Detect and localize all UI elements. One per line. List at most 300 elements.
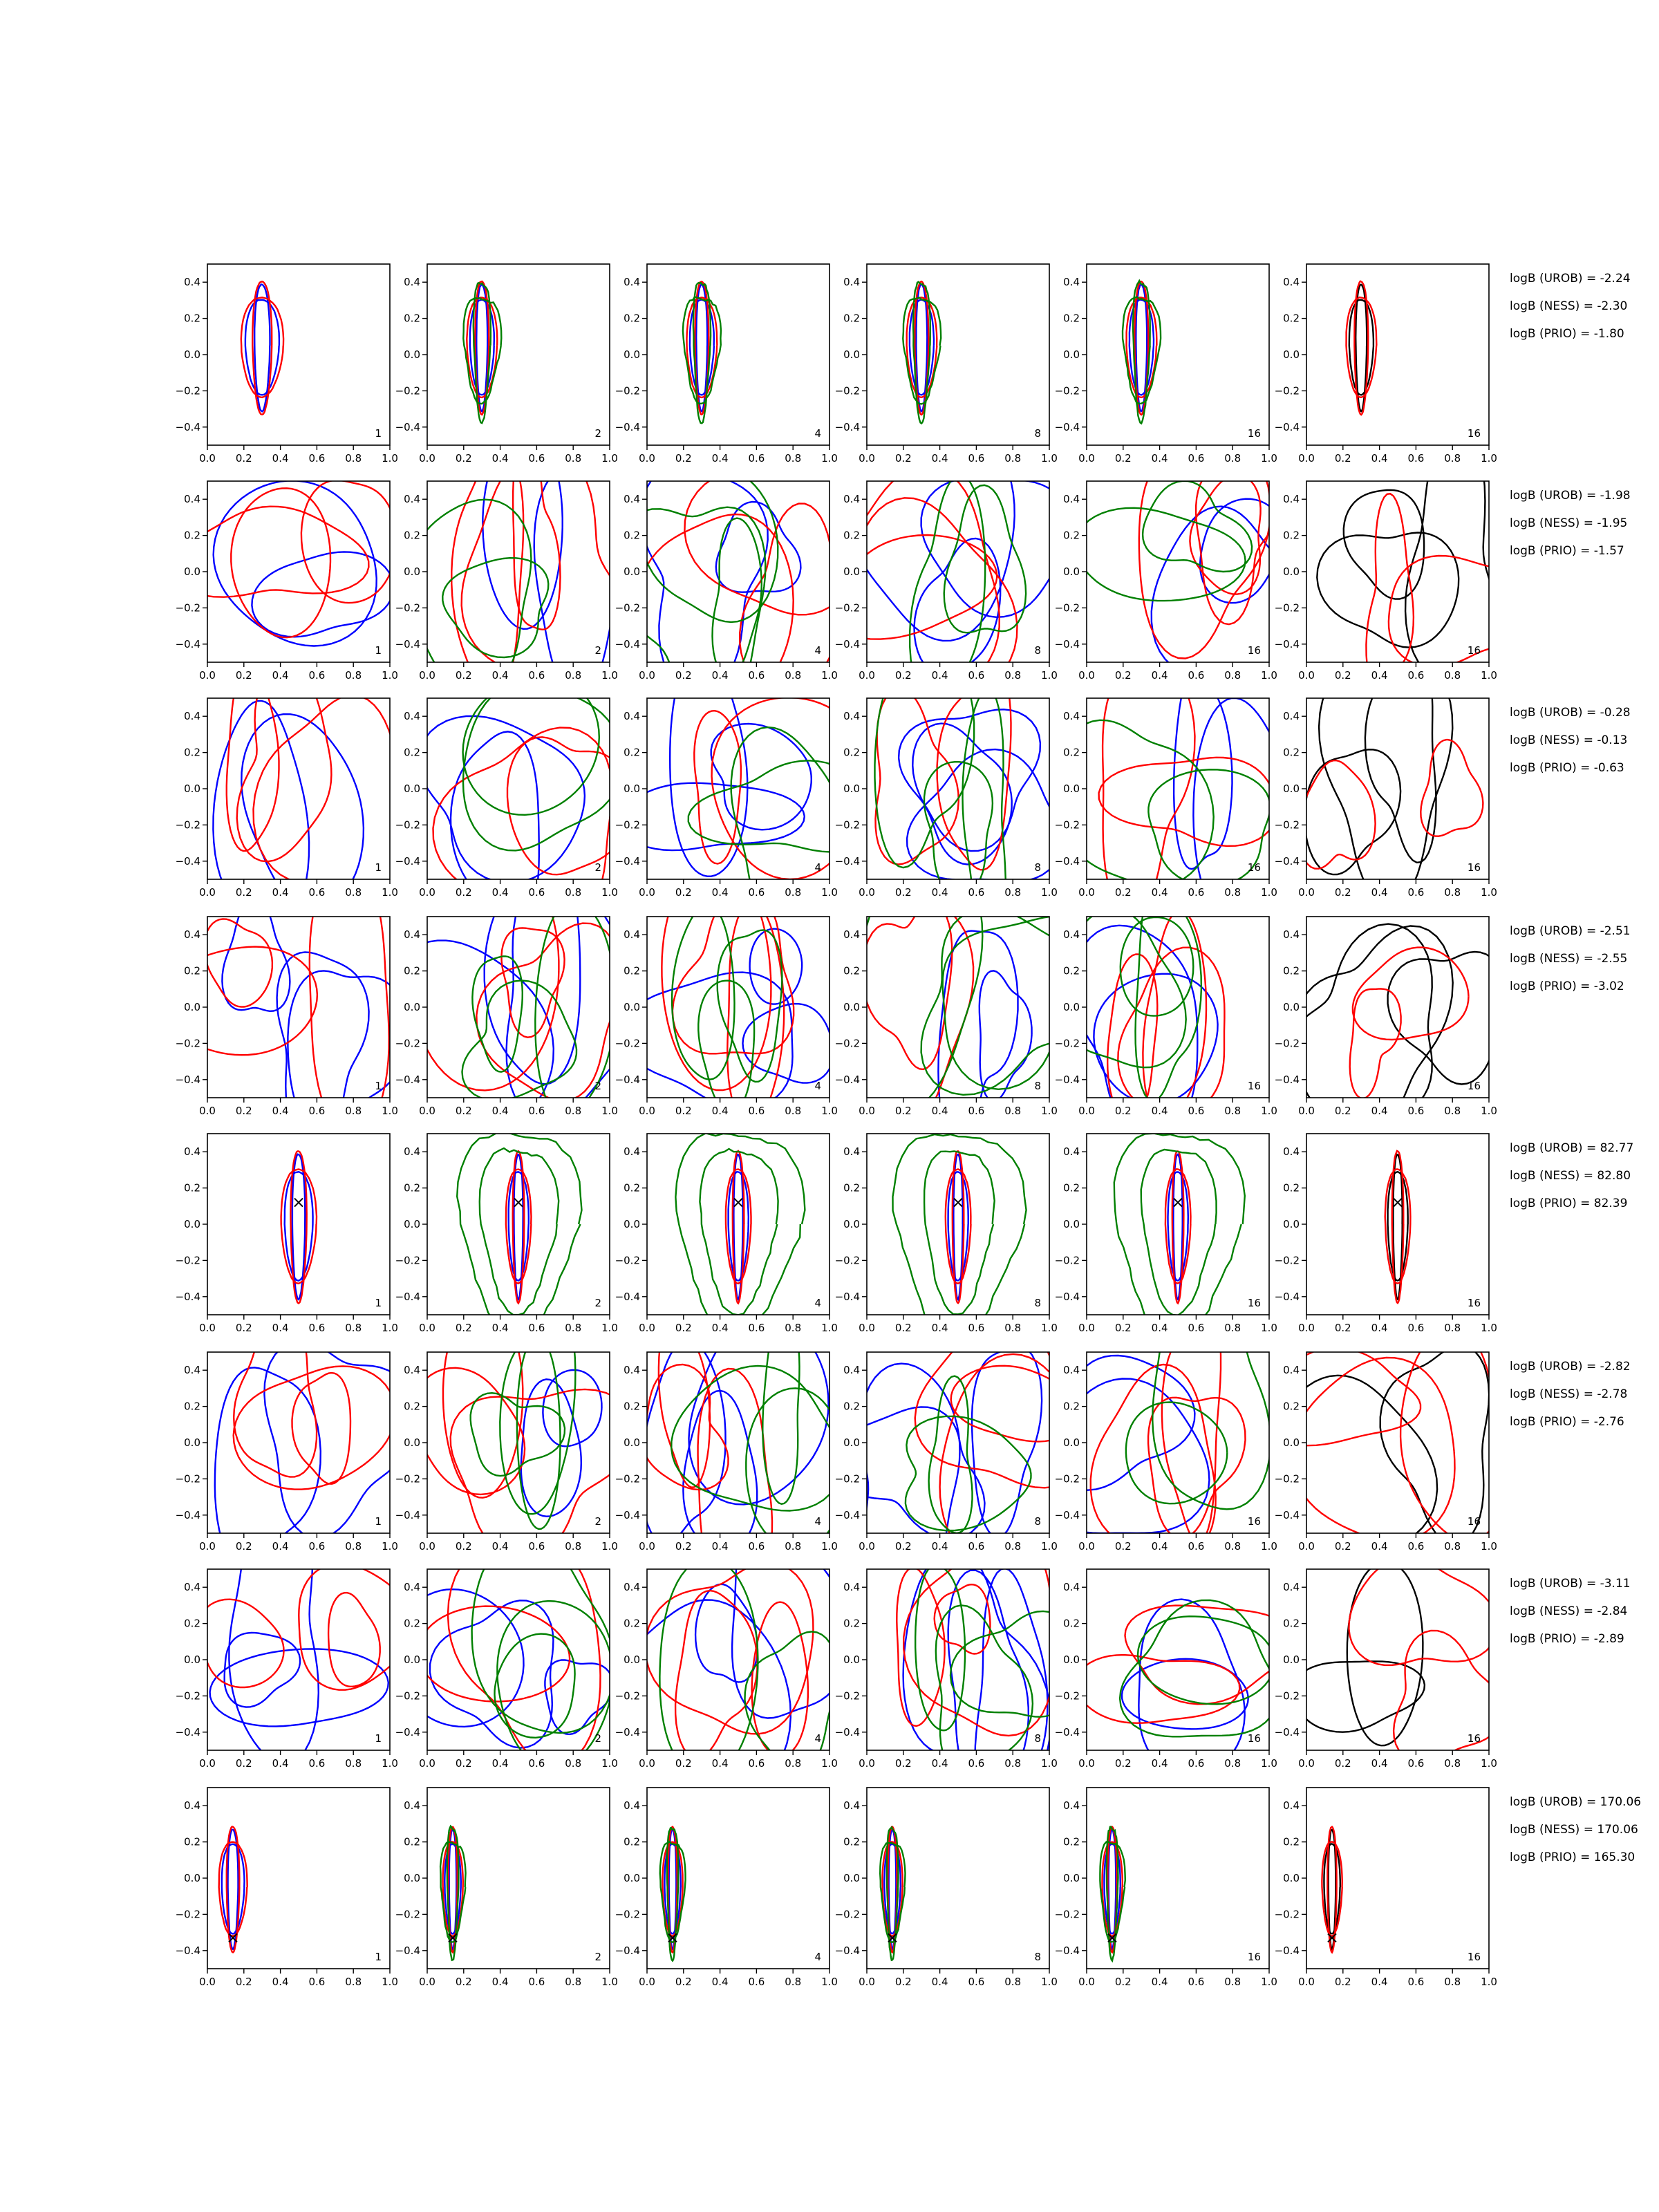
ness-contour [1141, 1150, 1217, 1315]
x-tick-label: 0.2 [235, 1105, 252, 1117]
x-tick-label: 0.0 [859, 1105, 875, 1117]
y-tick-label: 0.2 [624, 529, 640, 542]
y-tick-label: 0.2 [184, 1181, 200, 1194]
logb-label: logB (UROB) = -2.82 [1510, 1360, 1631, 1374]
y-tick-label: 0.0 [404, 565, 420, 578]
y-tick-label: 0.4 [1283, 493, 1300, 506]
y-tick-label: 0.0 [404, 1001, 420, 1013]
x-tick-label: 0.4 [491, 1540, 509, 1553]
x-tick-label: 0.8 [1224, 452, 1241, 465]
x-tick-label: 0.2 [894, 1322, 912, 1334]
logb-label: logB (UROB) = 82.77 [1510, 1141, 1634, 1155]
x-tick-label: 1.0 [382, 1540, 398, 1553]
x-tick-label: 0.6 [1407, 1976, 1425, 1988]
ness-contour [442, 558, 548, 657]
y-tick-label: −0.2 [1054, 384, 1080, 397]
panel-label: 1 [375, 1515, 382, 1528]
x-tick-label: 0.2 [455, 669, 472, 682]
x-tick-label: 0.4 [491, 1976, 509, 1988]
x-tick-label: 0.4 [711, 1322, 729, 1334]
x-tick-label: 1.0 [601, 1976, 618, 1988]
ness-contour [963, 689, 1006, 959]
panel-r4-c5 [1055, 879, 1277, 1142]
y-tick-label: −0.4 [395, 637, 420, 650]
y-tick-label: 0.4 [624, 493, 640, 506]
panel-r3-c3 [615, 652, 879, 933]
panel-label: 4 [814, 861, 821, 874]
panel-label: 16 [1247, 1297, 1261, 1309]
x-tick-label: 0.0 [419, 1322, 435, 1334]
urob-contour [229, 1477, 318, 1764]
x-tick-label: 0.0 [1078, 1757, 1095, 1770]
y-tick-label: −0.2 [175, 384, 200, 397]
x-tick-label: 1.0 [1261, 669, 1277, 682]
urob-contour [225, 1633, 300, 1707]
y-tick-label: −0.4 [395, 1944, 420, 1957]
y-tick-label: 0.2 [1283, 312, 1300, 325]
x-tick-label: 0.2 [455, 452, 472, 465]
x-tick-label: 1.0 [1261, 1105, 1277, 1117]
x-tick-label: 0.8 [345, 1976, 362, 1988]
y-tick-label: 0.0 [404, 1653, 420, 1666]
y-tick-label: 0.0 [1283, 1653, 1300, 1666]
panel-label: 1 [375, 1297, 382, 1309]
y-tick-label: −0.4 [175, 1290, 200, 1303]
y-tick-label: 0.4 [624, 1364, 640, 1377]
prio-contour [946, 1169, 971, 1283]
black-contour [1304, 749, 1400, 874]
logb-label: logB (PRIO) = -2.89 [1510, 1632, 1624, 1646]
contour-group [1114, 1134, 1245, 1335]
panel-label: 8 [1034, 861, 1041, 874]
y-tick-label: −0.2 [1274, 818, 1300, 832]
x-tick-label: 0.8 [1224, 1322, 1241, 1334]
x-tick-label: 0.2 [235, 1757, 252, 1770]
y-tick-label: −0.4 [1054, 1073, 1080, 1086]
axes-frame [427, 1134, 610, 1315]
logb-label: logB (NESS) = -1.95 [1510, 516, 1628, 530]
x-tick-label: 0.4 [272, 886, 289, 899]
x-tick-label: 0.6 [308, 1757, 326, 1770]
x-tick-label: 1.0 [821, 452, 838, 465]
panel-r3-c1 [176, 664, 414, 923]
y-tick-label: −0.2 [175, 601, 200, 615]
x-tick-label: 0.4 [491, 1322, 509, 1334]
urob-contour [245, 300, 279, 395]
x-tick-label: 1.0 [1481, 1105, 1497, 1117]
x-tick-label: 0.6 [308, 1540, 326, 1553]
logb-label: logB (UROB) = 170.06 [1510, 1795, 1642, 1809]
y-tick-label: −0.2 [175, 1472, 200, 1485]
x-tick-label: 0.2 [1334, 1976, 1351, 1988]
y-tick-label: 0.0 [184, 565, 200, 578]
y-tick-label: 0.0 [624, 1218, 640, 1230]
x-tick-label: 0.2 [235, 1322, 252, 1334]
x-tick-label: 0.2 [235, 669, 252, 682]
x-tick-label: 0.0 [859, 1322, 875, 1334]
x-tick-label: 0.0 [1078, 452, 1095, 465]
y-tick-label: −0.2 [1274, 1037, 1300, 1050]
x-tick-label: 0.2 [894, 1105, 912, 1117]
x-tick-label: 0.4 [711, 669, 729, 682]
urob-contour [222, 1844, 245, 1934]
x-tick-label: 0.4 [1371, 1540, 1388, 1553]
x-tick-label: 0.4 [711, 1976, 729, 1988]
panel-label: 1 [375, 1732, 382, 1745]
y-tick-label: 0.4 [1283, 928, 1300, 941]
y-tick-label: 0.4 [184, 928, 200, 941]
prio-contour [219, 1842, 247, 1936]
y-tick-label: 0.4 [624, 710, 640, 723]
x-tick-label: 0.8 [1004, 1757, 1022, 1770]
prio-contour [299, 1564, 412, 1690]
contour-group [641, 1307, 845, 1600]
y-tick-label: −0.4 [615, 854, 640, 868]
x-tick-label: 0.4 [272, 1757, 289, 1770]
y-tick-label: −0.4 [1274, 854, 1300, 868]
y-tick-label: 0.0 [1063, 782, 1080, 795]
axes-frame [647, 1352, 830, 1533]
y-tick-label: 0.4 [1063, 928, 1080, 941]
y-tick-label: −0.4 [834, 1725, 860, 1738]
x-tick-label: 0.8 [345, 1757, 362, 1770]
y-tick-label: −0.4 [615, 1725, 640, 1738]
panel-r3-c4 [835, 657, 1061, 959]
urob-contour [975, 1568, 1047, 1828]
panel-r2-c2 [395, 430, 632, 702]
logb-labels-r2 [1510, 489, 1631, 558]
x-tick-label: 1.0 [382, 1976, 398, 1988]
urob-contour [285, 1172, 313, 1281]
x-tick-label: 0.8 [1224, 1105, 1241, 1117]
y-tick-label: −0.2 [395, 1908, 420, 1921]
x-tick-label: 1.0 [1041, 669, 1058, 682]
x-tick-label: 0.8 [345, 669, 362, 682]
prio-contour [727, 902, 784, 1125]
y-tick-label: 0.4 [1063, 1364, 1080, 1377]
panel-r1-c3 [615, 264, 838, 465]
x-tick-label: 0.8 [1004, 1540, 1022, 1553]
x-tick-label: 1.0 [821, 1105, 838, 1117]
prio-contour [476, 924, 620, 1101]
y-tick-label: 0.0 [1063, 1653, 1080, 1666]
y-tick-label: −0.4 [1054, 420, 1080, 433]
axes-frame [867, 264, 1049, 445]
y-tick-label: 0.4 [624, 928, 640, 941]
y-tick-label: −0.4 [175, 1944, 200, 1957]
x-tick-label: 0.8 [1004, 886, 1022, 899]
x-tick-label: 0.0 [199, 452, 216, 465]
urob-contour [641, 466, 768, 695]
x-tick-label: 0.8 [565, 669, 582, 682]
y-tick-label: −0.4 [1054, 637, 1080, 650]
urob-contour [743, 1004, 834, 1083]
x-tick-label: 0.8 [1224, 886, 1241, 899]
y-tick-label: 0.0 [624, 1001, 640, 1013]
x-tick-label: 0.8 [1004, 1322, 1022, 1334]
y-tick-label: −0.4 [395, 1290, 420, 1303]
x-tick-label: 0.0 [419, 886, 435, 899]
y-tick-label: 0.4 [843, 1364, 860, 1377]
x-tick-label: 0.0 [419, 669, 435, 682]
x-tick-label: 0.6 [1188, 1540, 1205, 1553]
y-tick-label: 0.0 [184, 1436, 200, 1449]
y-tick-label: 0.2 [624, 746, 640, 759]
y-tick-label: 0.0 [1063, 1872, 1080, 1884]
y-tick-label: 0.2 [843, 1400, 860, 1413]
panel-r5-c4 [835, 1134, 1058, 1335]
y-tick-label: 0.0 [843, 348, 860, 361]
x-tick-label: 0.6 [528, 1757, 545, 1770]
x-tick-label: 0.2 [894, 452, 912, 465]
contour-group [408, 430, 632, 702]
x-tick-label: 1.0 [601, 1757, 618, 1770]
y-tick-label: −0.4 [834, 1508, 860, 1521]
y-tick-label: 0.0 [1063, 1001, 1080, 1013]
truth-marker [734, 1199, 742, 1207]
y-tick-label: −0.4 [175, 1725, 200, 1738]
prio-contour [418, 1606, 570, 1702]
logb-labels-r5 [1510, 1141, 1633, 1210]
panel-r5-c3 [615, 1133, 838, 1335]
x-tick-label: 0.4 [931, 886, 948, 899]
contour-group [675, 1133, 805, 1335]
x-tick-label: 1.0 [1261, 886, 1277, 899]
y-tick-label: −0.4 [1054, 1725, 1080, 1738]
x-tick-label: 0.0 [1298, 1322, 1315, 1334]
y-tick-label: −0.4 [615, 1073, 640, 1086]
y-tick-label: 0.2 [1063, 1835, 1080, 1848]
x-tick-label: 0.6 [748, 669, 765, 682]
ness-contour [639, 451, 778, 622]
prio-contour [940, 1354, 1088, 1571]
y-tick-label: −0.2 [834, 1037, 860, 1050]
x-tick-label: 0.0 [1078, 1976, 1095, 1988]
x-tick-label: 0.8 [785, 1757, 802, 1770]
x-tick-label: 0.0 [639, 1976, 655, 1988]
prio-contour [819, 535, 997, 639]
prio-contour [292, 1373, 351, 1484]
y-tick-label: −0.2 [175, 1689, 200, 1703]
x-tick-label: 0.2 [1114, 669, 1132, 682]
y-tick-label: 0.2 [1283, 1835, 1300, 1848]
y-tick-label: 0.4 [843, 710, 860, 723]
logb-label: logB (UROB) = -1.98 [1510, 489, 1631, 503]
panel-label: 8 [1034, 1732, 1041, 1745]
prio-contour [506, 1170, 532, 1284]
panel-r1-c1 [176, 264, 398, 465]
y-tick-label: 0.2 [1283, 1181, 1300, 1194]
x-tick-label: 0.4 [1151, 669, 1168, 682]
panel-label: 16 [1467, 1515, 1481, 1528]
x-tick-label: 0.2 [675, 669, 692, 682]
x-tick-label: 0.8 [565, 452, 582, 465]
y-tick-label: 0.0 [184, 1218, 200, 1230]
y-tick-label: 0.2 [624, 1400, 640, 1413]
prio-contour [1165, 1169, 1191, 1283]
x-tick-label: 0.2 [675, 886, 692, 899]
prio-contour [281, 1170, 317, 1284]
x-tick-label: 0.6 [308, 669, 326, 682]
contour-group [215, 1311, 415, 1569]
panel-label: 1 [375, 427, 382, 440]
y-tick-label: −0.2 [834, 1689, 860, 1703]
y-tick-label: −0.2 [834, 1908, 860, 1921]
x-tick-label: 0.6 [968, 669, 985, 682]
x-tick-label: 0.0 [639, 669, 655, 682]
contour-group [241, 281, 283, 414]
logb-label: logB (NESS) = -2.84 [1510, 1604, 1628, 1618]
x-tick-label: 0.6 [748, 1105, 765, 1117]
x-tick-label: 0.0 [199, 1540, 216, 1553]
y-tick-label: 0.2 [404, 312, 420, 325]
panel-label: 2 [594, 644, 601, 657]
panel-label: 8 [1034, 1515, 1041, 1528]
contour-group [1058, 879, 1225, 1142]
panel-label: 2 [594, 1732, 601, 1745]
x-tick-label: 0.2 [455, 1540, 472, 1553]
x-tick-label: 0.0 [199, 1322, 216, 1334]
contour-group [171, 480, 397, 646]
x-tick-label: 0.4 [1371, 886, 1388, 899]
axes-frame [867, 481, 1049, 662]
panel-r6-c2 [395, 1295, 635, 1557]
x-tick-label: 0.8 [1444, 669, 1461, 682]
y-tick-label: 0.0 [1283, 348, 1300, 361]
x-tick-label: 0.6 [1407, 1540, 1425, 1553]
axes-frame [427, 264, 610, 445]
prio-contour [645, 1563, 813, 1734]
y-tick-label: 0.0 [1283, 1001, 1300, 1013]
x-tick-label: 0.0 [1298, 1976, 1315, 1988]
x-tick-label: 0.8 [1444, 1322, 1461, 1334]
contour-group [903, 281, 941, 423]
y-tick-label: −0.4 [1274, 1073, 1300, 1086]
truth-marker [514, 1199, 523, 1207]
y-tick-label: 0.0 [843, 1872, 860, 1884]
x-tick-label: 0.8 [565, 1976, 582, 1988]
x-tick-label: 0.6 [748, 886, 765, 899]
y-tick-label: 0.0 [404, 1218, 420, 1230]
x-tick-label: 0.4 [1371, 452, 1388, 465]
y-tick-label: 0.4 [404, 1364, 420, 1377]
y-tick-label: 0.0 [1283, 1436, 1300, 1449]
x-tick-label: 0.8 [565, 1322, 582, 1334]
contour-group [219, 1827, 247, 1953]
panel-r3-c6 [1275, 647, 1497, 904]
logb-labels-r3 [1510, 706, 1631, 775]
x-tick-label: 0.0 [1298, 1105, 1315, 1117]
panel-label: 2 [594, 1297, 601, 1309]
y-tick-label: 0.4 [184, 710, 200, 723]
y-tick-label: 0.0 [1063, 348, 1080, 361]
axes-frame [1087, 1134, 1269, 1315]
contour-group [1282, 924, 1506, 1135]
x-tick-label: 0.4 [272, 452, 289, 465]
panel-label: 16 [1467, 1951, 1481, 1963]
x-tick-label: 1.0 [1261, 452, 1277, 465]
panel-label: 4 [814, 1951, 821, 1963]
panel-label: 4 [814, 1732, 821, 1745]
y-tick-label: −0.4 [1054, 1944, 1080, 1957]
x-tick-label: 0.0 [199, 1976, 216, 1988]
panel-label: 2 [594, 1080, 601, 1092]
y-tick-label: 0.4 [404, 493, 420, 506]
x-tick-label: 0.8 [785, 1322, 802, 1334]
x-tick-label: 0.2 [894, 669, 912, 682]
panel-label: 16 [1467, 1080, 1481, 1092]
logb-label: logB (NESS) = -0.13 [1510, 733, 1628, 747]
y-tick-label: 0.0 [184, 1872, 200, 1884]
x-tick-label: 0.4 [1151, 1322, 1168, 1334]
x-tick-label: 0.8 [1004, 452, 1022, 465]
x-tick-label: 0.8 [345, 886, 362, 899]
y-tick-label: 0.2 [184, 746, 200, 759]
x-tick-label: 0.4 [491, 452, 509, 465]
y-tick-label: 0.2 [404, 964, 420, 977]
y-tick-label: 0.0 [1283, 565, 1300, 578]
y-tick-label: −0.4 [175, 637, 200, 650]
y-tick-label: 0.2 [1063, 529, 1080, 542]
x-tick-label: 0.0 [1078, 1322, 1095, 1334]
logb-labels-r4 [1510, 924, 1631, 993]
y-tick-label: −0.2 [395, 1037, 420, 1050]
urob-contour [670, 652, 747, 876]
y-tick-label: −0.2 [1054, 1254, 1080, 1267]
y-tick-label: 0.0 [843, 1653, 860, 1666]
axes-frame [207, 1134, 390, 1315]
y-tick-label: −0.2 [1274, 601, 1300, 615]
panel-r8-c4 [835, 1788, 1058, 1988]
x-tick-label: 0.0 [639, 1757, 655, 1770]
x-tick-label: 0.4 [1151, 1105, 1168, 1117]
axes-frame [1087, 264, 1269, 445]
y-tick-label: 0.2 [1283, 529, 1300, 542]
x-tick-label: 0.4 [711, 452, 729, 465]
y-tick-label: −0.4 [1274, 1290, 1300, 1303]
y-tick-label: −0.4 [175, 854, 200, 868]
urob-contour [641, 1340, 726, 1544]
x-tick-label: 0.6 [528, 1540, 545, 1553]
x-tick-label: 1.0 [1481, 1976, 1497, 1988]
urob-contour [252, 552, 393, 637]
contour-group [281, 1151, 317, 1303]
panel-r5-c1 [176, 1134, 398, 1334]
axes-frame [647, 917, 830, 1098]
panel-r1-c2 [395, 264, 618, 465]
x-tick-label: 0.8 [1224, 669, 1241, 682]
x-tick-label: 0.0 [859, 452, 875, 465]
y-tick-label: −0.2 [834, 1472, 860, 1485]
contour-group [463, 281, 501, 423]
y-tick-label: 0.2 [624, 964, 640, 977]
panel-r7-c5 [1055, 1569, 1294, 1776]
y-tick-label: 0.2 [184, 529, 200, 542]
x-tick-label: 0.2 [1114, 1976, 1132, 1988]
x-tick-label: 1.0 [601, 452, 618, 465]
contour-group [875, 657, 1061, 959]
y-tick-label: −0.2 [175, 1908, 200, 1921]
y-tick-label: 0.4 [404, 276, 420, 289]
contour-group [660, 1827, 686, 1961]
x-tick-label: 0.6 [968, 1322, 985, 1334]
contour-group [1317, 421, 1545, 702]
black-contour [1344, 490, 1424, 599]
panel-label: 4 [814, 1297, 821, 1309]
x-tick-label: 0.2 [455, 886, 472, 899]
y-tick-label: 0.4 [1063, 1145, 1080, 1159]
panel-label: 8 [1034, 1297, 1041, 1309]
